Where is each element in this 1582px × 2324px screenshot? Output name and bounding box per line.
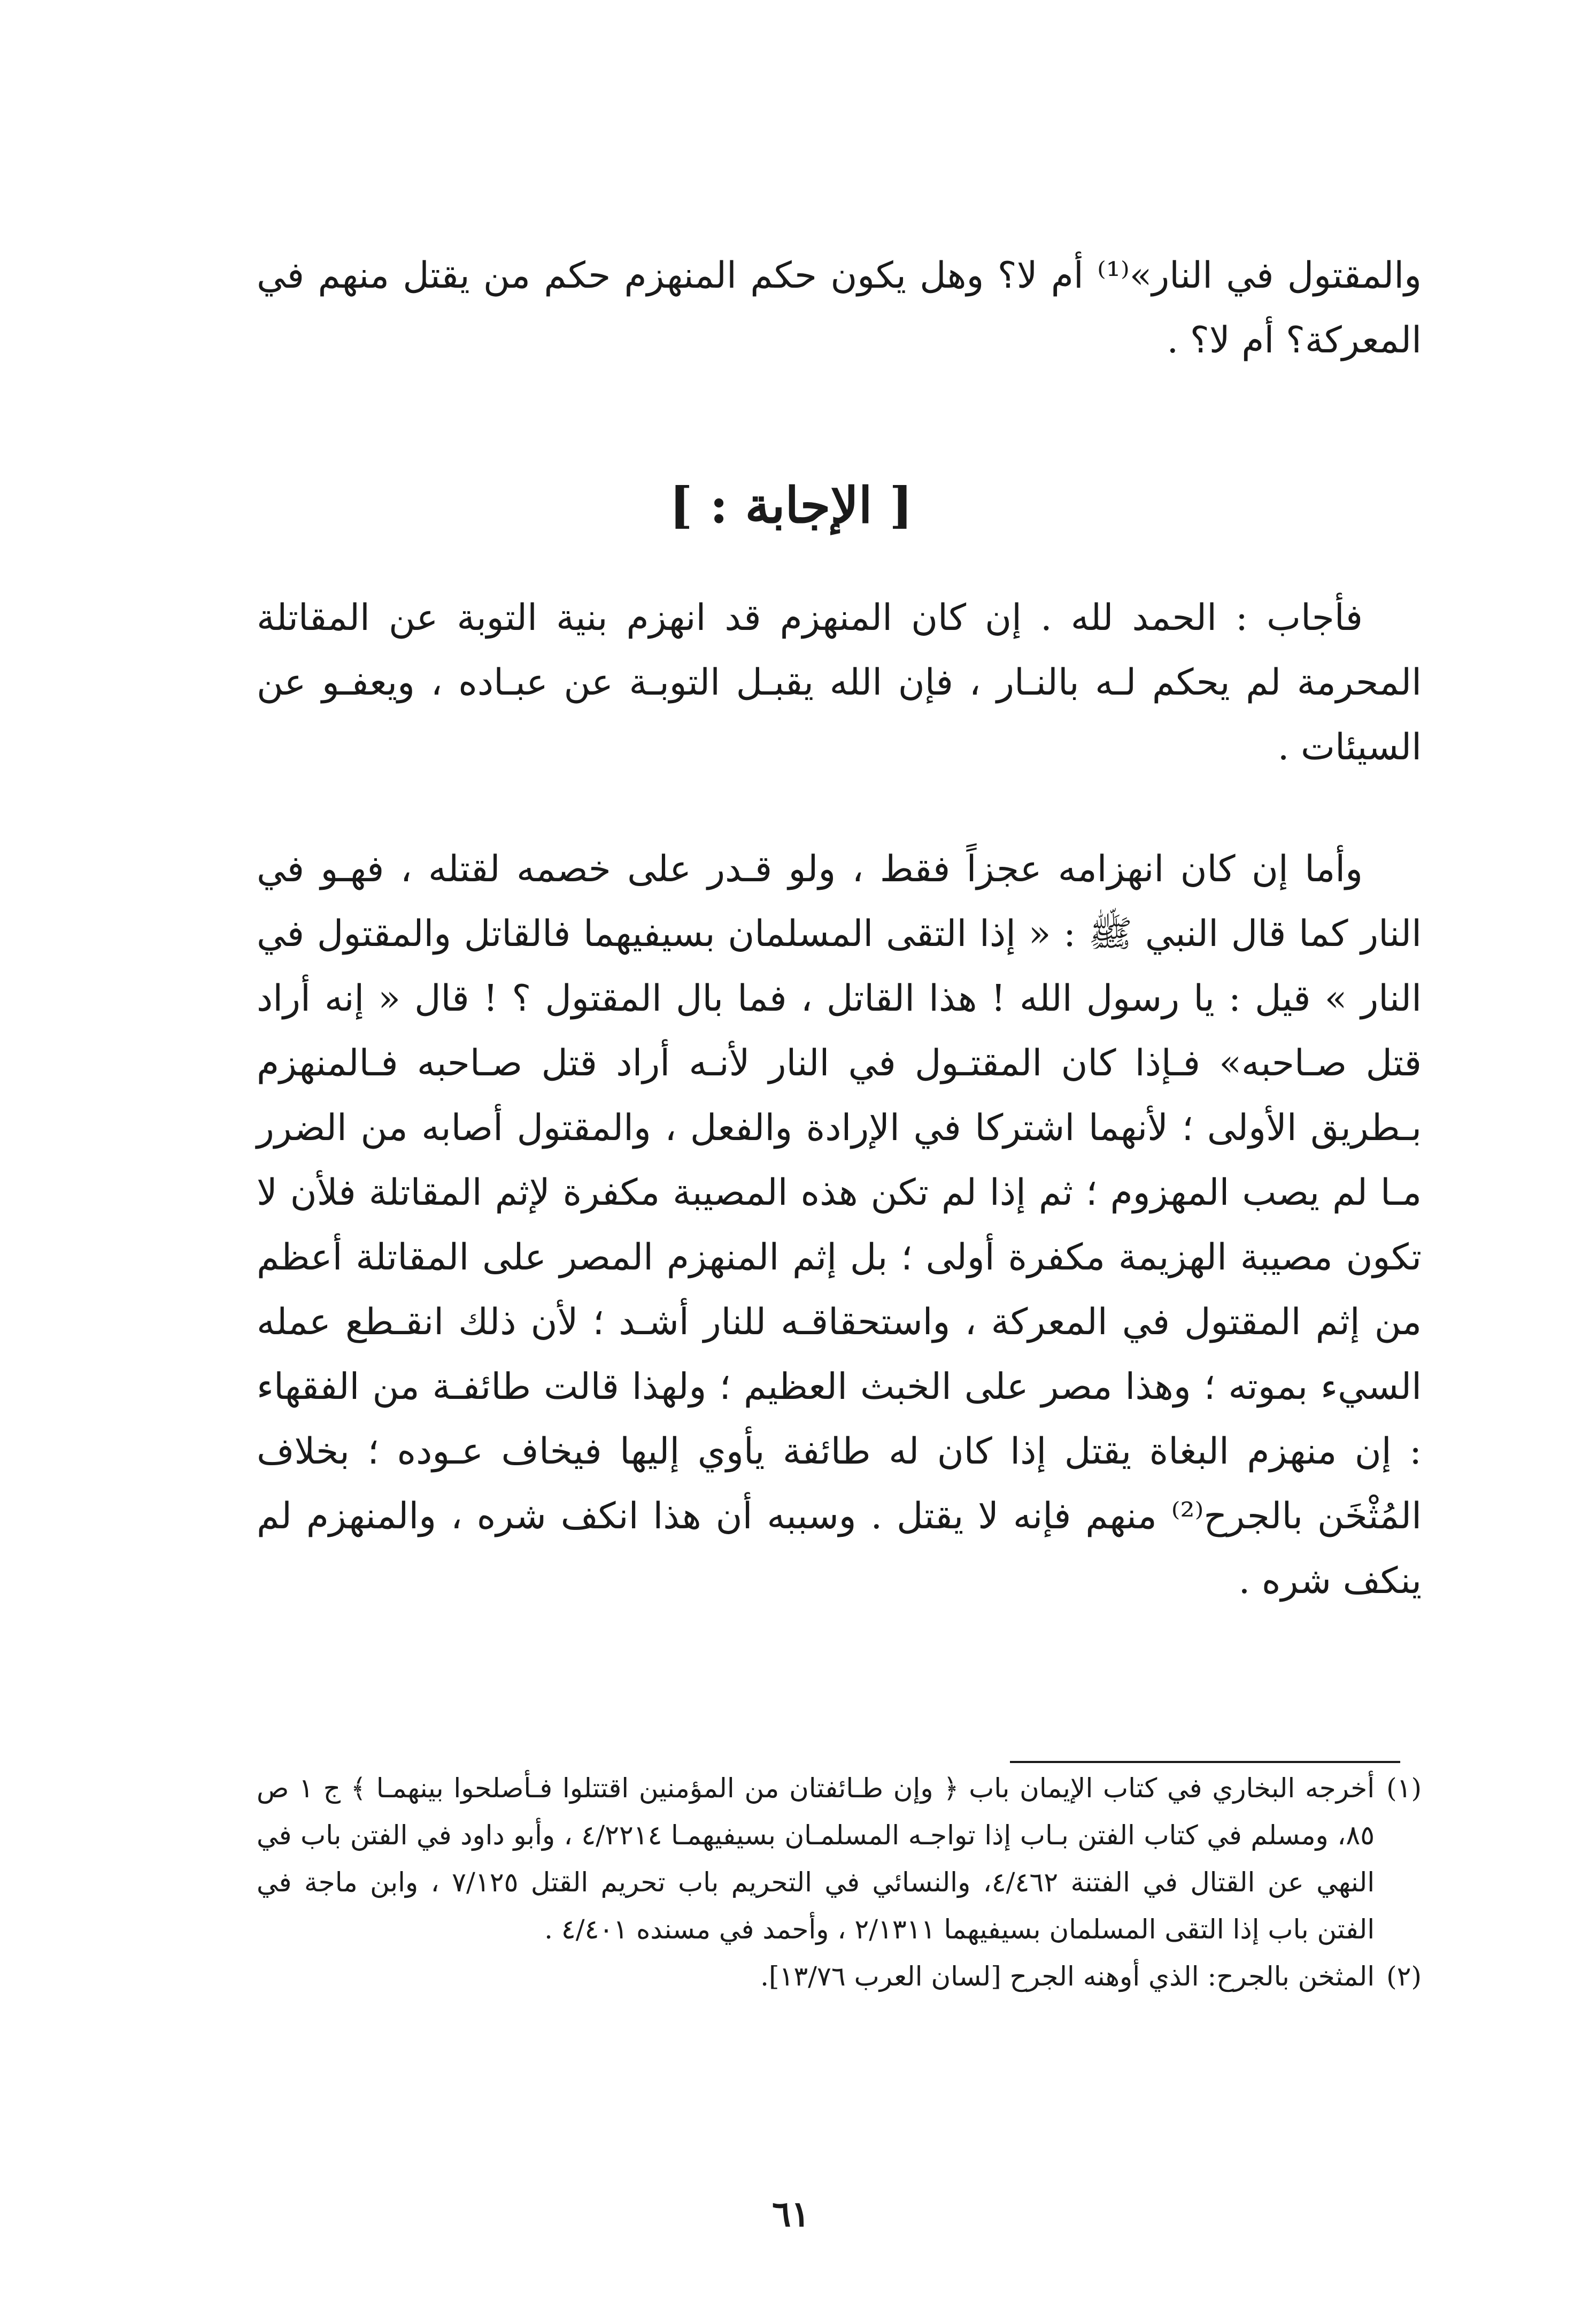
intro-text: والمقتول في النار»⁽¹⁾ أم لا؟ وهل يكون حكم المنهزم حكم من يقتل منهم في المعركة؟ أم لا؟ . [257,255,1422,361]
footnotes [257,1765,1422,2000]
answer-paragraph-2 [257,837,1422,1613]
footnote-text: أخرجه البخاري في كتاب الإيمان باب ﴿ وإن طـائفتان من المؤمنين اقتتلوا فـأصلحوا بينهمـا ﴾ ج ١ ص ٨٥، ومسلم في كتاب الفتن بـاب إذا تواجـه المسلمـان بسيفيهمـا ٤/٢٢١٤ ، وأبو داود في الفتن باب في النهي عن القتال في الفتنة ٤/٤٦٢، والنسائي في التحريم باب تحريم القتل ٧/١٢٥ ، وابن ماجة في الفتن باب إذا التقى المسلمان بسيفيهما ٢/١٣١١ ، وأحمد في مسنده ٤/٤٠١ . [257,1773,1375,1945]
section-heading: [ الإجابة : ] [669,476,913,534]
footnote-number: (١) [1386,1773,1422,1804]
footnote-number: (٢) [1386,1961,1422,1992]
footnote-divider [1010,1761,1400,1763]
footnote-text: المثخن بالجرح: الذي أوهنه الجرح [لسان العرب ١٣/٧٦]. [760,1961,1375,1992]
footnote-1 [257,1765,1422,1953]
paragraph-text: فأجاب : الحمد لله . إن كان المنهزم قد انهزم بنية التوبة عن المقاتلة المحرمة لم يحكم لـه بالنـار ، فإن الله يقبـل التوبـة عن عبـاده ، ويعفـو عن السيئات . [257,597,1422,768]
intro-paragraph [257,243,1422,373]
page-number: ٦١ [772,2193,810,2235]
footnote-2 [257,1953,1422,2000]
paragraph-text: وأما إن كان انهزامه عجزاً فقط ، ولو قـدر على خصمه لقتله ، فهـو في النار كما قال النبي ﷺ : « إذا التقى المسلمان بسيفيهما فالقاتل والمقتول في النار » قيل : يا رسول الله ! هذا القاتل ، فما بال المقتول ؟ ! قال « إنه أراد قتل صـاحبه» فـإذا كان المقتـول في النار لأنـه أراد قتل صـاحبه فـالمنهزم بـطريق الأولى ؛ لأنهما اشتركا في الإرادة والفعل ، والمقتول أصابه من الضرر مـا لم يصب المهزوم ؛ ثم إذا لم تكن هذه المصيبة مكفرة لإثم المقاتلة فلأن لا تكون مصيبة الهزيمة مكفرة أولى ؛ بل إثم المنهزم المصر على المقاتلة أعظم من إثم المقتول في المعركة ، واستحقاقـه للنار أشـد ؛ لأن ذلك انقـطع عمله السيء بموته ؛ وهذا مصر على الخبث العظيم ؛ ولهذا قالت طائفـة من الفقهاء : إن منهزم البغاة يقتل إذا كان له طائفة يأوي إليها فيخاف عـوده ؛ بخلاف المُثْخَن بالجرح⁽²⁾ منهم فإنه لا يقتل . وسببه أن هذا انكف شره ، والمنهزم لم ينكف شره . [257,848,1422,1602]
answer-paragraph-1 [257,586,1422,780]
